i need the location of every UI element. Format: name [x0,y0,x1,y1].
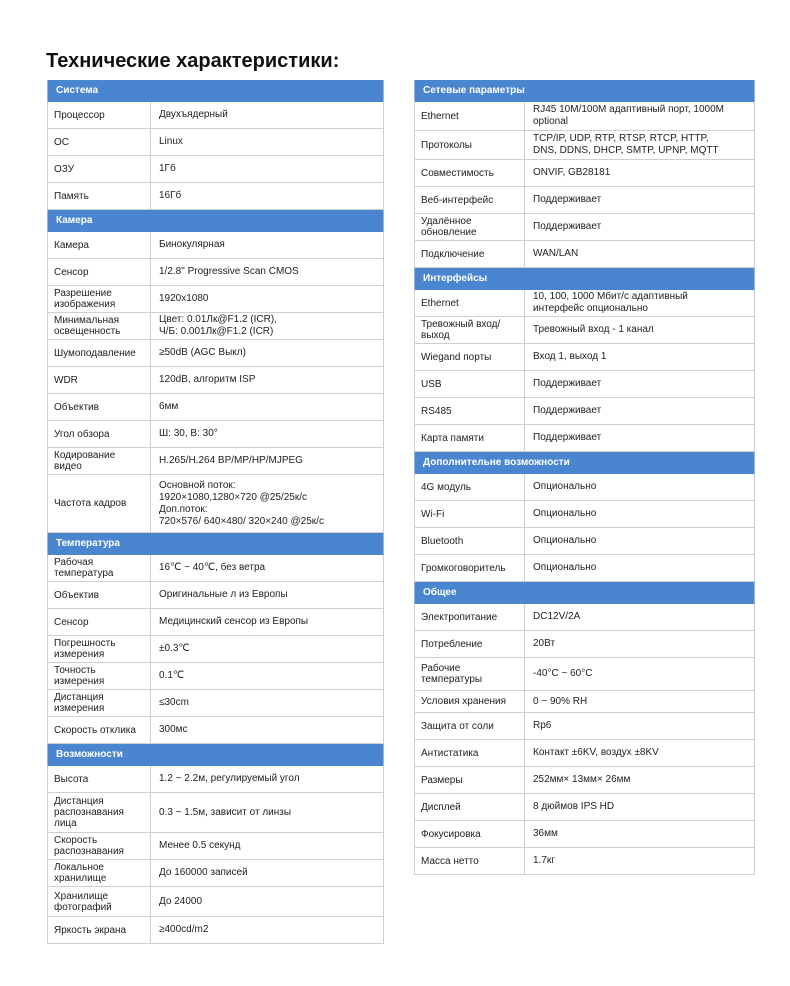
spec-label: Протоколы [415,131,525,159]
spec-column-right [414,80,755,875]
spec-value [525,102,754,130]
spec-label: Минимальная освещенность [48,313,151,339]
spec-value [151,766,383,792]
spec-label: Объектив [48,582,151,608]
spec-label: 4G модуль [415,474,525,500]
spec-value-line: 1920x1080 [159,293,209,304]
spec-label: Погрешность измерения [48,636,151,662]
spec-label: Wi-Fi [415,501,525,527]
spec-label: Размеры [415,767,525,793]
spec-value-line: Ш: 30, В: 30° [159,428,218,439]
spec-label: Скорость отклика [48,717,151,743]
spec-label: Тревожный вход/выход [415,317,525,343]
spec-value-line: ≥400cd/m2 [159,924,209,935]
spec-row [414,371,755,398]
spec-value-line: Медицинский сенсор из Европы [159,616,309,627]
spec-value [151,367,383,393]
spec-label: Электропитание [415,604,525,630]
spec-label: Локальное хранилище [48,860,151,886]
spec-value [525,160,754,186]
spec-row [414,187,755,214]
spec-label: Скорость распознавания [48,833,151,859]
spec-row [47,286,384,313]
spec-value-line: Поддерживает [533,405,602,416]
spec-row [414,767,755,794]
spec-label: Рабочие температуры [415,658,525,690]
spec-value-line: 1.7кг [533,855,555,866]
spec-value [525,241,754,267]
spec-label: Рабочая температура [48,555,151,581]
spec-value-line: 120dB, алгоритм ISP [159,374,256,385]
spec-value-line: 720×576/ 640×480/ 320×240 @25к/с [159,515,324,527]
spec-value-line: Linux [159,136,183,147]
spec-row [47,609,384,636]
spec-value-line: Опционально [533,535,597,546]
spec-value [525,528,754,554]
spec-value [525,658,754,690]
spec-label: USB [415,371,525,397]
spec-value [525,187,754,213]
spec-row [414,102,755,131]
spec-value [525,474,754,500]
spec-value-line: Поддерживает [533,378,602,389]
spec-label: Дистанция измерения [48,690,151,716]
spec-value [151,129,383,155]
spec-row [47,183,384,210]
spec-row [47,102,384,129]
spec-value-line: Вход 1, выход 1 [533,351,607,362]
spec-value-line: 10, 100, 1000 Мбит/с адаптивный [533,291,688,302]
spec-value [151,609,383,635]
spec-label: Сенсор [48,259,151,285]
spec-value-line: интерфейс опционально [533,303,648,314]
spec-value-line: ±0.3℃ [159,643,190,654]
page-title: Технические характеристики: [46,50,340,72]
spec-value-line: Цвет: 0.01Лк@F1.2 (ICR), [159,314,277,325]
spec-value-line: 1.2 ~ 2.2м, регулируемый угол [159,773,300,784]
spec-row [47,917,384,944]
spec-row [414,131,755,160]
spec-value-line: 0.3 ~ 1.5м, зависит от линзы [159,806,292,818]
spec-value [151,156,383,182]
spec-row [414,398,755,425]
spec-row [414,425,755,452]
spec-row [414,290,755,317]
spec-label: Разрешение изображения [48,286,151,312]
spec-row [47,475,384,533]
spec-value [525,794,754,820]
spec-label: Совместимость [415,160,525,186]
spec-label: Точность измерения [48,663,151,689]
spec-value-line: Опционально [533,508,597,519]
spec-value-line: 252мм× 13мм× 26мм [533,774,631,785]
spec-value-line: Ч/Б: 0.001Лк@F1.2 (ICR) [159,326,274,337]
spec-value [525,317,754,343]
spec-label: Частота кадров [48,475,151,532]
spec-value [151,475,383,532]
spec-label: Масса нетто [415,848,525,874]
spec-label: Дистанция распознавания лица [48,793,151,832]
spec-value [151,917,383,943]
spec-row [47,582,384,609]
spec-row [414,604,755,631]
spec-label: Карта памяти [415,425,525,451]
spec-value [151,717,383,743]
spec-value-line: 0.1℃ [159,670,185,681]
spec-value [525,131,754,159]
spec-row [47,367,384,394]
spec-label: ОЗУ [48,156,151,182]
section-header: Температура [47,533,384,555]
spec-label: Камера [48,232,151,258]
spec-value-line: TCP/IP, UDP, RTP, RTSP, RTCP, HTTP, [533,133,709,144]
spec-value-line: H.265/H.264 BP/MP/HP/MJPEG [159,455,303,466]
spec-value [525,344,754,370]
spec-value-line: 0 ~ 90% RH [533,695,588,707]
spec-label: Фокусировка [415,821,525,847]
section-header: Система [47,80,384,102]
spec-row [47,555,384,582]
spec-value [525,848,754,874]
spec-value [525,713,754,739]
spec-label: Угол обзора [48,421,151,447]
spec-value [151,102,383,128]
spec-row [414,713,755,740]
spec-value [151,232,383,258]
spec-value [151,555,383,581]
spec-label: Процессор [48,102,151,128]
spec-row [414,474,755,501]
spec-value [525,501,754,527]
spec-value [151,448,383,474]
spec-value-line: Опционально [533,562,597,573]
spec-label: Громкоговоритель [415,555,525,581]
spec-value [525,290,754,316]
spec-value-line: -40°C ~ 60°C [533,668,593,679]
spec-label: Высота [48,766,151,792]
spec-value [151,793,383,832]
spec-row [47,887,384,917]
spec-value [151,833,383,859]
spec-row [414,344,755,371]
spec-label: Wiegand порты [415,344,525,370]
spec-row [414,794,755,821]
spec-row [414,631,755,658]
spec-label: Условия хранения [415,691,525,712]
spec-value-line: 1Гб [159,163,176,174]
spec-row [47,860,384,887]
spec-value-line: DC12V/2A [533,611,581,622]
spec-value [525,425,754,451]
spec-value [151,636,383,662]
spec-value [151,690,383,716]
spec-value-line: Доп.поток: [159,503,208,515]
spec-value [151,421,383,447]
spec-value [151,313,383,339]
spec-value-line: Оригинальные л из Европы [159,589,288,600]
spec-value-line: WAN/LAN [533,248,579,259]
spec-row [414,214,755,241]
spec-value-line: ONVIF, GB28181 [533,167,611,178]
spec-row [414,740,755,767]
spec-value [525,821,754,847]
spec-label: RS485 [415,398,525,424]
spec-row [414,501,755,528]
spec-value-line: Тревожный вход - 1 канал [533,324,654,335]
spec-label: ОС [48,129,151,155]
spec-row [47,636,384,663]
spec-value-line: 300мс [159,724,188,735]
spec-row [414,848,755,875]
spec-label: Сенсор [48,609,151,635]
spec-column-left [47,80,384,944]
spec-label: Потребление [415,631,525,657]
spec-value-line: 36мм [533,828,558,839]
spec-value [151,183,383,209]
spec-label: Объектив [48,394,151,420]
spec-value [525,555,754,581]
spec-value-line: 20Вт [533,638,556,649]
spec-value [151,340,383,366]
spec-value-line: 1920×1080,1280×720 @25/25к/с [159,491,307,503]
spec-value [525,691,754,712]
spec-value [151,582,383,608]
spec-row [47,129,384,156]
spec-value [151,286,383,312]
spec-value-line: Поддерживает [533,432,602,443]
spec-value-line: RJ45 10M/100M адаптивный порт, 1000M [533,104,724,115]
spec-value-line: Опционально [533,481,597,492]
spec-row [47,340,384,367]
spec-value-line: Основной поток: [159,479,236,491]
section-header: Дополнительне возможности [414,452,755,474]
spec-row [47,313,384,340]
spec-value-line: 16℃ ~ 40℃, без ветра [159,562,266,573]
spec-row [47,259,384,286]
spec-row [414,691,755,713]
section-header: Общее [414,582,755,604]
spec-value-line: Rp6 [533,720,552,731]
spec-label: Память [48,183,151,209]
spec-row [47,448,384,475]
spec-value-line: 1/2.8" Progressive Scan CMOS [159,266,299,277]
section-header: Камера [47,210,384,232]
spec-value [525,398,754,424]
spec-value [151,887,383,916]
section-header: Возможности [47,744,384,766]
spec-label: WDR [48,367,151,393]
spec-value [151,259,383,285]
spec-value [151,860,383,886]
spec-label: Дисплей [415,794,525,820]
spec-value-line: ≤30cm [159,697,189,708]
spec-value-line: 8 дюймов IPS HD [533,801,615,812]
spec-label: Подключение [415,241,525,267]
spec-row [47,717,384,744]
spec-row [47,793,384,833]
spec-label: Bluetooth [415,528,525,554]
spec-label: Ethernet [415,102,525,130]
spec-row [47,766,384,793]
spec-row [414,555,755,582]
spec-row [414,658,755,691]
spec-value [151,394,383,420]
spec-value [525,767,754,793]
spec-value-line: Поддерживает [533,221,602,232]
spec-label: Яркость экрана [48,917,151,943]
spec-row [47,690,384,717]
spec-value-line: DNS, DDNS, DHCP, SMTP, UPNP, MQTT [533,145,719,156]
spec-row [47,156,384,183]
spec-value-line: Менее 0.5 секунд [159,840,241,851]
spec-value-line: 6мм [159,401,179,412]
spec-row [47,833,384,860]
spec-label: Кодирование видео [48,448,151,474]
spec-value-line: optional [533,116,569,127]
spec-value [525,604,754,630]
spec-label: Ethernet [415,290,525,316]
spec-label: Хранилище фотографий [48,887,151,916]
spec-row [47,663,384,690]
spec-value [525,740,754,766]
spec-row [47,394,384,421]
spec-value-line: До 160000 записей [159,867,248,878]
spec-row [47,421,384,448]
spec-row [414,528,755,555]
spec-row [414,160,755,187]
spec-value [525,214,754,240]
spec-row [414,821,755,848]
spec-value-line: 16Гб [159,190,182,201]
spec-value [525,631,754,657]
spec-value-line: Двухъядерный [159,109,228,120]
spec-value-line: ≥50dB (AGC Выкл) [159,347,246,358]
spec-value [525,371,754,397]
spec-row [414,241,755,268]
spec-row [47,232,384,259]
spec-label: Защита от соли [415,713,525,739]
spec-value [151,663,383,689]
spec-label: Шумоподавление [48,340,151,366]
section-header: Интерфейсы [414,268,755,290]
spec-label: Удалённое обновление [415,214,525,240]
spec-label: Антистатика [415,740,525,766]
spec-value-line: Поддерживает [533,194,602,205]
spec-value-line: Контакт ±6KV, воздух ±8KV [533,747,659,758]
section-header: Сетевые параметры [414,80,755,102]
spec-label: Веб-интерфейс [415,187,525,213]
spec-value-line: До 24000 [159,895,203,907]
spec-row [414,317,755,344]
spec-value-line: Бинокулярная [159,239,225,250]
